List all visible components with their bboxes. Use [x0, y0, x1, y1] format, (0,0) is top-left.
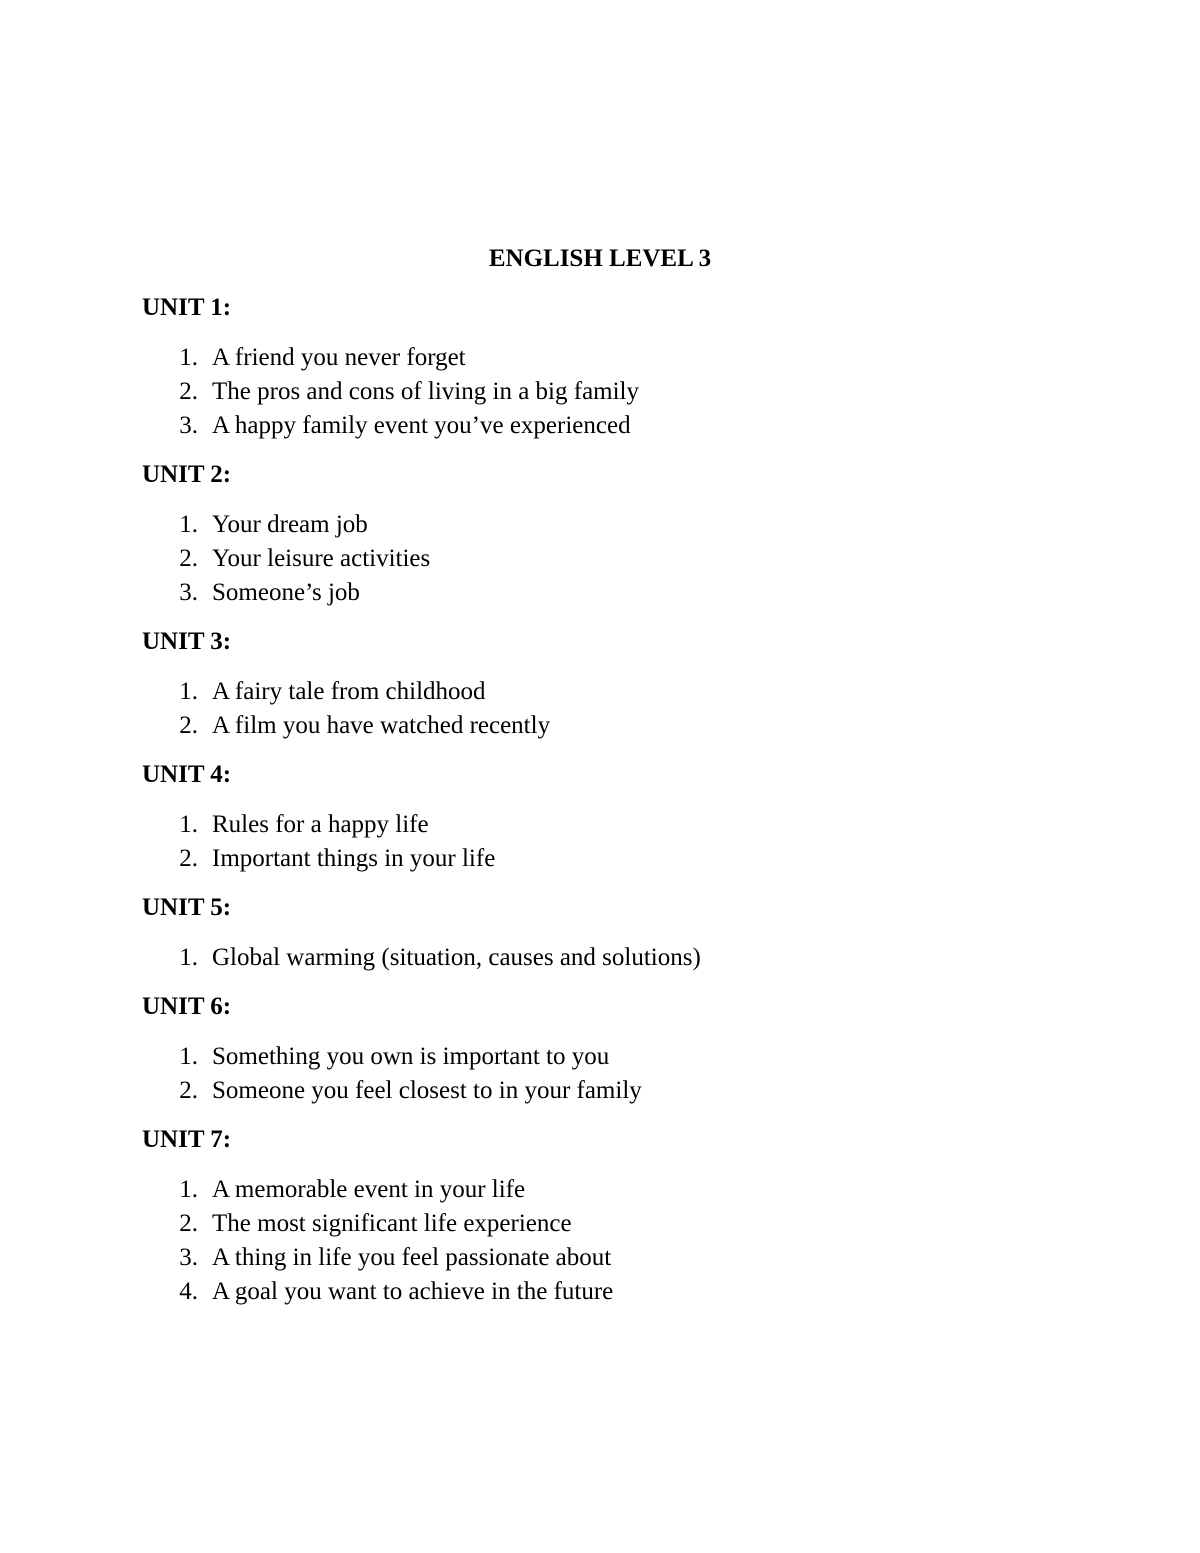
unit-section-5: [142, 892, 1102, 975]
list-number: 2.: [179, 845, 198, 872]
list-number: 1.: [179, 811, 198, 838]
list-item: [142, 941, 1102, 975]
list-item-text: Something you own is important to you: [212, 1043, 610, 1070]
list-item-text: A memorable event in your life: [212, 1176, 526, 1203]
unit-heading: UNIT 6:: [142, 993, 232, 1020]
unit-section-1: [142, 292, 1102, 443]
list-item: [142, 508, 1102, 542]
list-item-text: The pros and cons of living in a big family: [212, 378, 640, 405]
unit-section-4: [142, 759, 1102, 876]
list-number: 3.: [179, 579, 198, 606]
unit-section-2: [142, 459, 1102, 610]
list-number: 2.: [179, 1210, 198, 1237]
list-item: [142, 542, 1102, 576]
list-item-text: A thing in life you feel passionate about: [212, 1244, 612, 1271]
list-item-text: Your leisure activities: [212, 545, 431, 572]
list-item: [142, 409, 1102, 443]
list-item-text: A fairy tale from childhood: [212, 678, 486, 705]
list-item: [142, 842, 1102, 876]
list-number: 1.: [179, 511, 198, 538]
list-item: [142, 1074, 1102, 1108]
unit-heading: UNIT 4:: [142, 761, 232, 788]
unit-section-6: [142, 991, 1102, 1108]
list-item: [142, 341, 1102, 375]
list-number: 2.: [179, 545, 198, 572]
document-body: [142, 292, 1102, 1325]
list-item: [142, 1040, 1102, 1074]
list-item-text: Someone’s job: [212, 579, 360, 606]
unit-topic-list: [142, 1173, 1102, 1309]
unit-heading: UNIT 1:: [142, 294, 232, 321]
list-number: 1.: [179, 944, 198, 971]
unit-topic-list: [142, 941, 1102, 975]
list-item-text: A goal you want to achieve in the future: [212, 1278, 614, 1305]
unit-heading: UNIT 7:: [142, 1126, 232, 1153]
list-item-text: A film you have watched recently: [212, 712, 551, 739]
list-item-text: Important things in your life: [212, 845, 496, 872]
list-number: 3.: [179, 412, 198, 439]
list-number: 2.: [179, 1077, 198, 1104]
list-item: [142, 1241, 1102, 1275]
unit-heading: UNIT 2:: [142, 461, 232, 488]
unit-section-3: [142, 626, 1102, 743]
list-item-text: A friend you never forget: [212, 344, 466, 371]
unit-topic-list: [142, 341, 1102, 443]
list-item: [142, 709, 1102, 743]
list-number: 1.: [179, 1176, 198, 1203]
unit-topic-list: [142, 808, 1102, 876]
unit-topic-list: [142, 508, 1102, 610]
list-item-text: The most significant life experience: [212, 1210, 572, 1237]
list-number: 2.: [179, 378, 198, 405]
list-item: [142, 675, 1102, 709]
unit-section-7: [142, 1124, 1102, 1309]
list-number: 3.: [179, 1244, 198, 1271]
list-item: [142, 1207, 1102, 1241]
list-number: 1.: [179, 678, 198, 705]
list-number: 4.: [179, 1278, 198, 1305]
list-number: 1.: [179, 1043, 198, 1070]
list-item-text: Someone you feel closest to in your family: [212, 1077, 642, 1104]
list-number: 1.: [179, 344, 198, 371]
list-item: [142, 375, 1102, 409]
list-item: [142, 576, 1102, 610]
unit-heading: UNIT 3:: [142, 628, 232, 655]
document-title: ENGLISH LEVEL 3: [488, 245, 712, 272]
list-item-text: Global warming (situation, causes and solutions): [212, 944, 701, 971]
list-item: [142, 1173, 1102, 1207]
list-item-text: A happy family event you’ve experienced: [212, 412, 631, 439]
list-item: [142, 1275, 1102, 1309]
unit-topic-list: [142, 675, 1102, 743]
list-item-text: Your dream job: [212, 511, 368, 538]
unit-heading: UNIT 5:: [142, 894, 232, 921]
list-number: 2.: [179, 712, 198, 739]
list-item-text: Rules for a happy life: [212, 811, 429, 838]
list-item: [142, 808, 1102, 842]
unit-topic-list: [142, 1040, 1102, 1108]
